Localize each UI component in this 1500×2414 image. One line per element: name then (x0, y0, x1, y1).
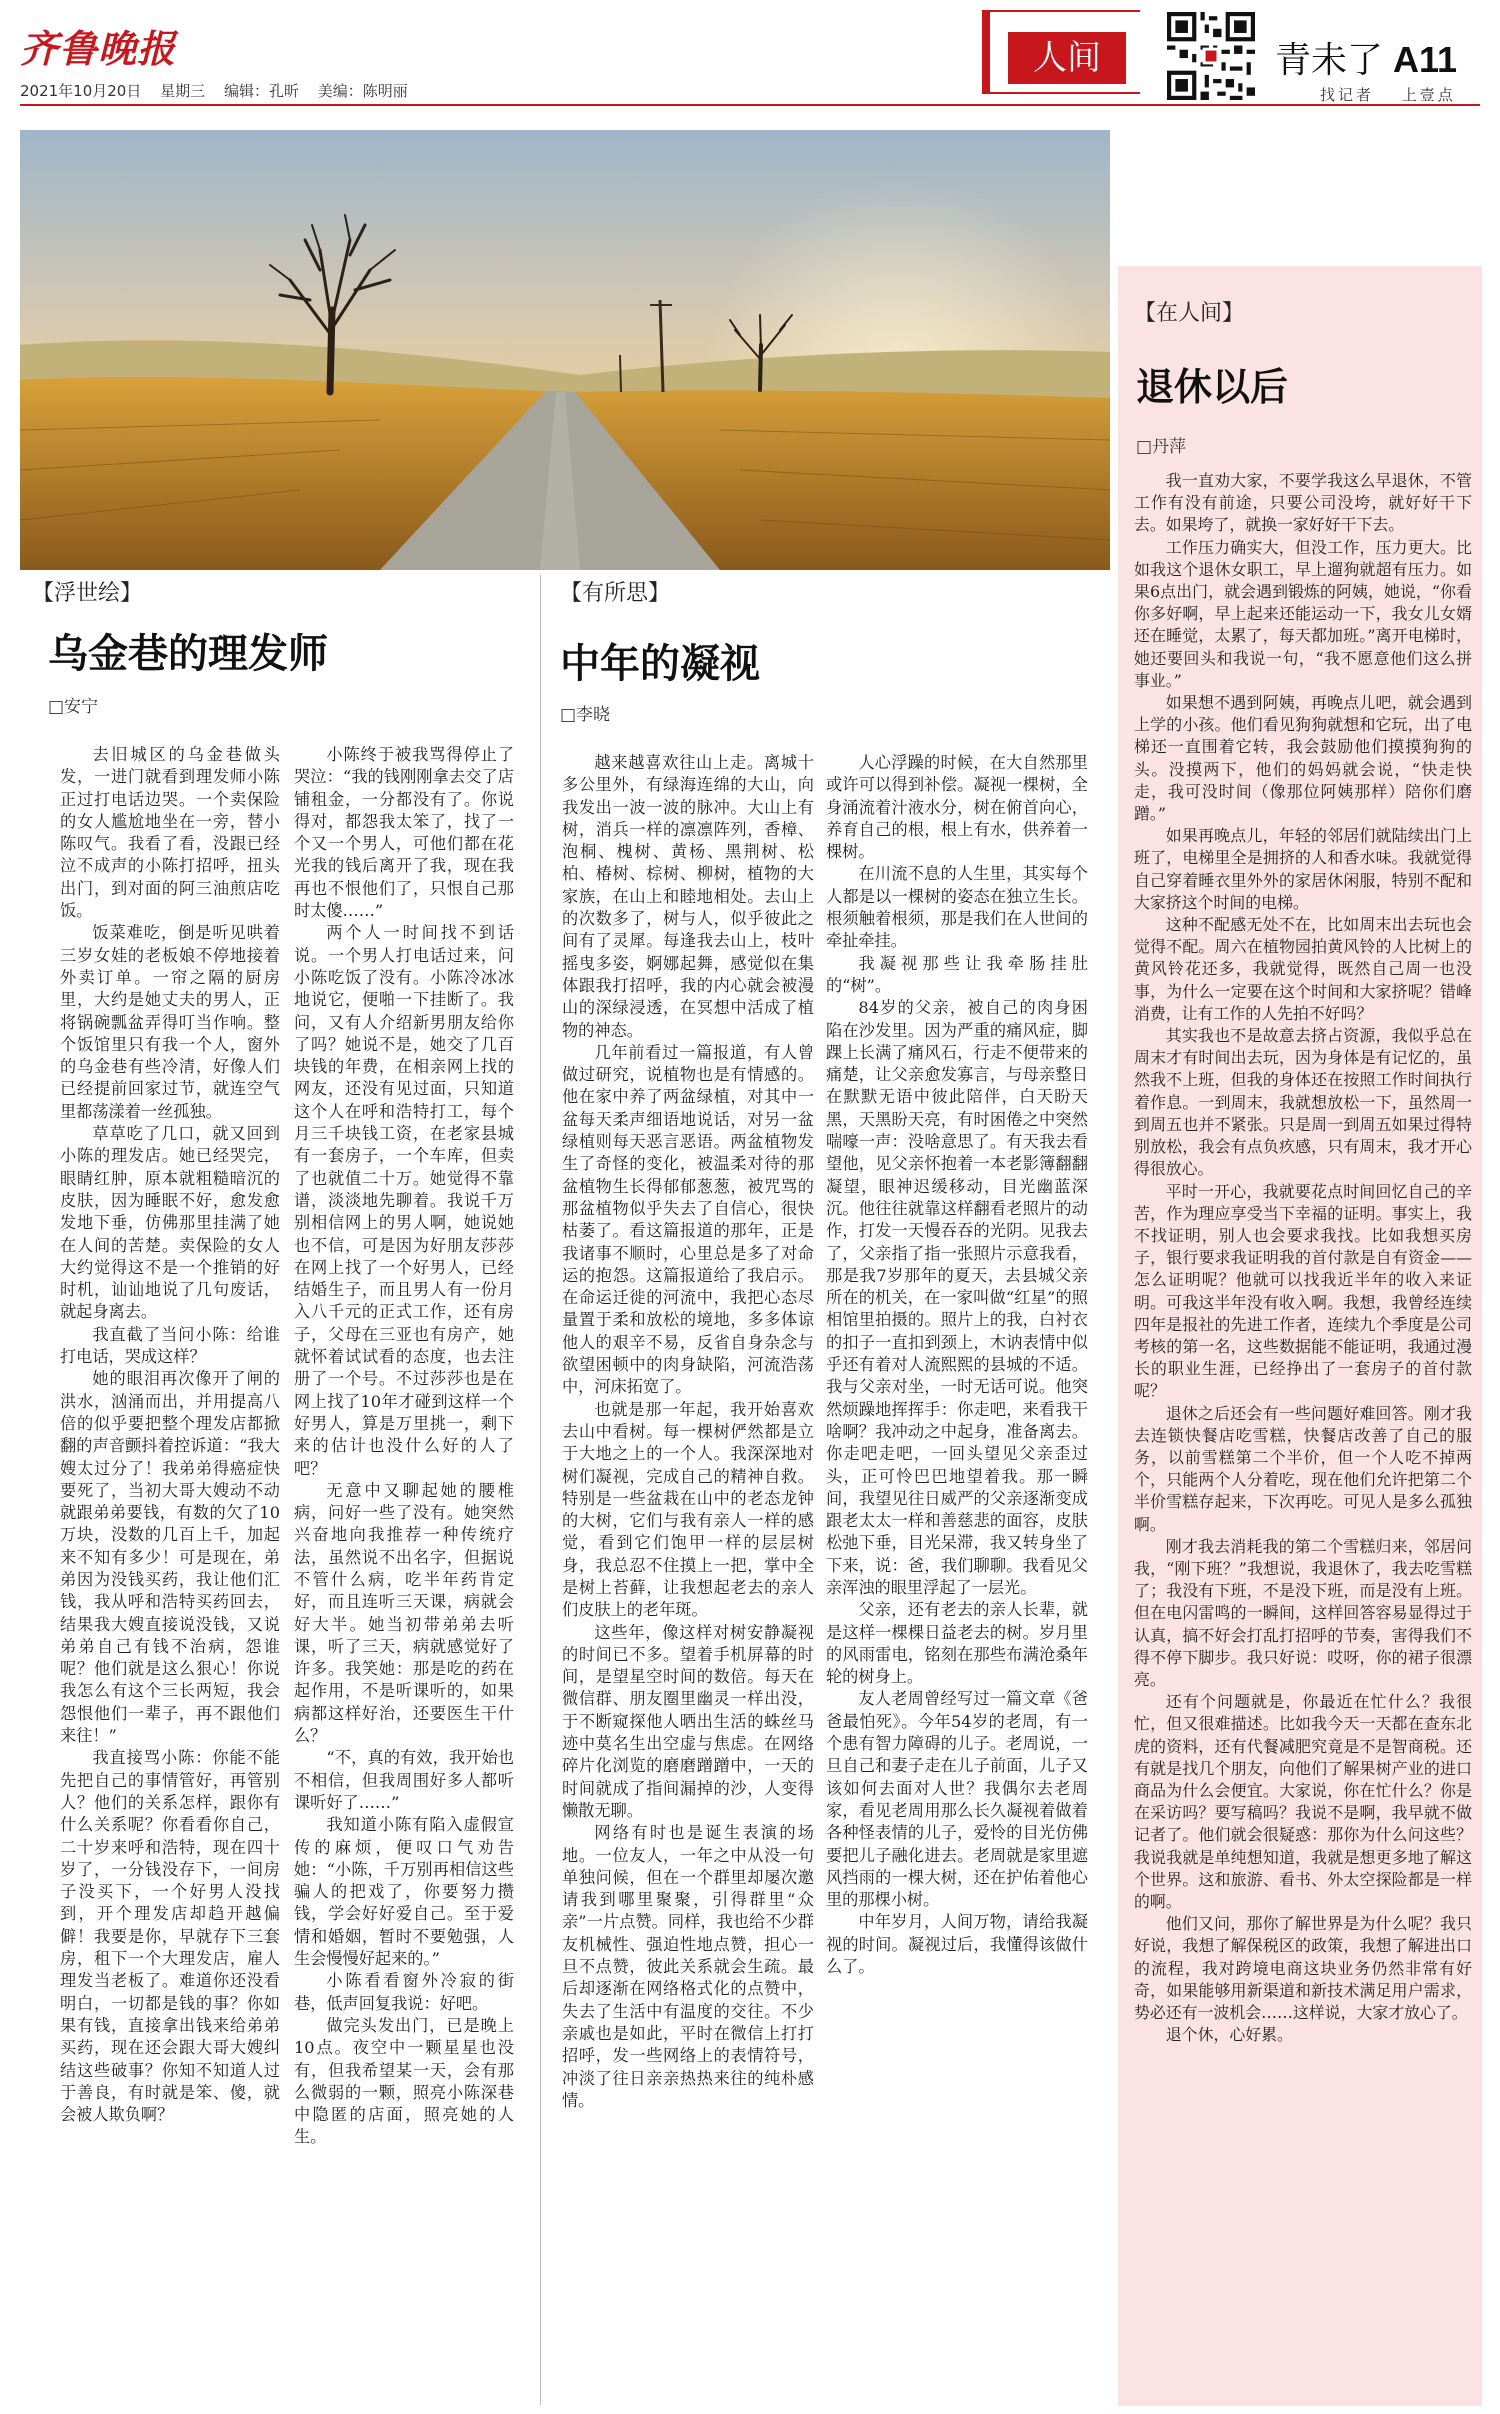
article-2-paragraph: 越来越喜欢往山上走。离城十多公里外，有绿海连绵的大山，向我发出一波一波的脉冲。大山上有树，消兵一样的凛凛阵列，香樟、泡桐、槐树、黄杨、黑荆树、松柏、椿树、棕树、柳树，植物的大家族，在山上和睦地相处。去山上的次数多了，树与人，似乎彼此之间有了灵犀。每逢我去山上，枝叶摇曳多姿，婀娜起舞，感觉似在集体跟我打招呼，我的内心就会被漫山的深绿浸透，在冥想中活成了植物的神态。 (562, 753, 814, 1040)
article-1-author: □安宁 (48, 697, 99, 717)
editor-credit: 编辑：孔昕 (223, 82, 299, 100)
dateline (20, 80, 422, 101)
article-3-paragraph: 平时一开心，我就要花点时间回忆自己的辛苦，作为理应享受当下幸福的证明。事实上，我不找证明，别人也会要求我找。比如我想买房子，银行要求我证明我的首付款是自有资金——怎么证明呢？他就可以找我近半年的收入来证明。可我这半年没有收入啊。我想，我曾经连续四年是报社的先进工作者，连续九个季度是公司考核的第一名，这些数据能不能证明，我通过漫长的职业生涯，已经挣出了一套房子的首付款呢？ (1134, 1181, 1472, 1401)
article-2-author: □李晓 (560, 705, 611, 725)
newspaper-logo: 齐鲁晚报 (20, 26, 177, 71)
article-2-body-col-1 (562, 752, 814, 2400)
article-2-paragraph: 中年岁月，人间万物，请给我凝视的时间。凝视过后，我懂得该做什么了。 (826, 1912, 1088, 1977)
issue-weekday: 星期三 (160, 82, 206, 100)
article-1-paragraph: 做完头发出门，已是晚上10点。夜空中一颗星星也没有，但我希望某一天，会有那么微弱的一颗，照亮小陈深巷中隐匿的店面，照亮她的人生。 (294, 2015, 514, 2147)
article-1-paragraph: 我直截了当问小陈：给谁打电话，哭成这样？ (60, 1324, 280, 1367)
masthead (0, 0, 1500, 130)
section-label: 人间 (1008, 32, 1126, 84)
page-credits (1300, 84, 1456, 105)
article-2-paragraph: 友人老周曾经写过一篇文章《爸爸最怕死》。今年54岁的老周，有一个患有智力障碍的儿子。老周说，一旦自己和妻子走在儿子前面，儿子又该如何去面对人世？我偶尔去老周家，看见老周用那么长久凝视着做着各种怪表情的儿子，爱怜的目光仿佛要把儿子融化进去。老周就是家里遮风挡雨的一棵大树，还在护佑着他心里的那棵小树。 (826, 1689, 1088, 1910)
article-2-paragraph: 这些年，像这样对树安静凝视的时间已不多。望着手机屏幕的时间，是望星空时间的数倍。每天在微信群、朋友圈里幽灵一样出没，于不断窥探他人晒出生活的蛛丝马迹中莫名生出空虚与焦虑。在网络碎片化浏览的磨磨蹭蹭中，一天的时间就成了指间漏掉的沙，人变得懒散无聊。 (562, 1622, 814, 1820)
page-number: A11 (1393, 39, 1458, 80)
article-3-paragraph: 如果想不遇到阿姨，再晚点儿吧，就会遇到上学的小孩。他们看见狗狗就想和它玩，出了电梯还一直围着它转，我会鼓励他们摸摸狗狗的头。没摸两下，他们的妈妈就会说，“快走快走，我可没时间（像那位阿姨那样）陪你们磨蹭。” (1134, 693, 1472, 824)
article-1-paragraph: 小陈终于被我骂得停止了哭泣：“我的钱刚刚拿去交了店铺租金，一分都没有了。你说得对，都怨我太笨了，找了一个又一个男人，可他们都在花光我的钱后离开了我，现在我再也不恨他们了，只恨自己那时太傻……” (294, 745, 514, 921)
article-3-paragraph: 还有个问题就是，你最近在忙什么？我很忙，但又很难描述。比如我今天一天都在查东北虎的资料，还有代餐减肥究竟是不是智商税。还有就是找几个朋友，向他们了解果树产业的进口商品为什么会便宜。大家说，你在忙什么？你是在采访吗？要写稿吗？我说不是啊，我早就不做记者了。他们就会很疑惑：那你为什么问这些？我说我就是单纯想知道，我就是想更多地了解这个世界。这和旅游、看书、外太空探险都是一样的啊。 (1134, 1692, 1472, 1911)
article-3-paragraph: 退个休，心好累。 (1165, 2025, 1293, 2045)
article-1-paragraph: 我知道小陈有陷入虚假宣传的麻烦，便叹口气劝告她：“小陈，千万别再相信这些骗人的把戏了，你要努力攒钱，学会好好爱自己。至于爱情和婚姻，暂时不要勉强，人生会慢慢好起来的。” (294, 1815, 514, 1969)
article-3-title: 退休以后 (1136, 365, 1289, 409)
article-2-paragraph: 我凝视那些让我牵肠挂肚的“树”。 (826, 953, 1088, 995)
article-1-title: 乌金巷的理发师 (48, 631, 328, 677)
article-3-paragraph: 其实我也不是故意去挤占资源，我似乎总在周末才有时间出去玩，因为身体是有记忆的，虽然我不上班，但我的身体还在按照工作时间执行着作息。一到周末，我就想放松一下，虽然周一到周五也并不紧张。只是周一到周五如果过得特别放松，我会有点负疚感，只有周末，我才开心得很放心。 (1134, 1026, 1472, 1179)
article-2-paragraph: 也就是那一年起，我开始喜欢去山中看树。每一棵树俨然都是立于大地之上的一个人。我深深地对树们凝视，完成自己的精神自救。特别是一些盆栽在山中的老态龙钟的大树，它们与我有亲人一样的感觉，看到它们饱甲一样的层层树身，我总忍不住摸上一把，掌中全是树上苔藓，让我想起老去的亲人们皮肤上的老年斑。 (562, 1399, 814, 1620)
article-1-paragraph: 饭菜难吃，倒是听见哄着三岁女娃的老板娘不停地接着外卖订单。一帘之隔的厨房里，大约是她丈夫的男人，正将锅碗瓢盆弄得叮当作响。整个饭馆里只有我一个人，窗外的乌金巷有些冷清，好像人们已经提前回家过节，就连空气里都荡漾着一丝孤独。 (60, 923, 280, 1121)
page-id (1275, 32, 1457, 83)
article-1-paragraph: 我直接骂小陈：你能不能先把自己的事情管好，再管别人？他们的关系怎样，跟你有什么关系呢？你看看你自己，二十岁来呼和浩特，现在四十岁了，一分钱没存下，一间房子没买下，一个好男人没找到，开个理发店却趋开越偏僻！我要是你，早就存下三套房，租下一个大理发店，雇人理发当老板了。难道你还没看明白，一切都是钱的事？你如果有钱，直接拿出钱来给弟弟买药，现在还会跟大哥大嫂纠结这些破事？你知不知道人过于善良，有时就是笨、傻，就会被人欺负啊？ (60, 1748, 280, 2125)
country-road-photo (20, 130, 1110, 570)
article-1-paragraph: 去旧城区的乌金巷做头发，一进门就看到理发师小陈正过打电话边哭。一个卖保险的女人尴尬地坐在一旁，替小陈叹气。我看了看，没跟已经泣不成声的小陈打招呼，扭头出门，到对面的阿三油煎店吃饭。 (60, 745, 280, 921)
article-3-paragraph: 刚才我去消耗我的第二个雪糕归来，邻居问我，“刚下班？”我想说，我退休了，我去吃雪糕了；我没有下班，不是没下班，而是没有上班。但在电闪雷鸣的一瞬间，这样回答容易显得过于认真，搞不好会打乱打招呼的节奏，害得我们不得不停下脚步。我只好说：哎呀，你的裙子很漂亮。 (1134, 1536, 1472, 1689)
article-2-paragraph: 人心浮躁的时候，在大自然那里或许可以得到补偿。凝视一棵树，全身涌流着汁液水分，树在俯首向心，养育自己的根，根上有水，供养着一棵树。 (826, 753, 1088, 862)
article-2-title: 中年的凝视 (560, 641, 760, 687)
article-1-paragraph: 她的眼泪再次像开了闸的洪水，汹涌而出，并用提高八倍的似乎要把整个理发店都掀翻的声音颤抖着控诉道：“我大嫂太过分了！我弟弟得癌症快要死了，当初大哥大嫂动不动就跟弟弟要钱，有数的欠了10万块，没数的几百上千，加起来不知有多少！可是现在，弟弟因为没钱买药，我让他们汇钱，我从呼和浩特买药回去，结果我大嫂直接说没钱，又说弟弟自己有钱不治病，怨谁呢？他们就是这么狠心！你说我怎么有这个三长两短，我会怨恨他们一辈子，再不跟他们来往！” (60, 1369, 280, 1746)
article-3-column-label: 【在人间】 (1134, 301, 1245, 326)
article-3-author: □丹萍 (1136, 437, 1187, 457)
article-2-paragraph: 84岁的父亲，被自己的肉身困陷在沙发里。因为严重的痛风症，脚踝上长满了痛风石，行走不便带来的痛楚，让父亲愈发寡言，与母亲整日在默默无语中彼此陪伴，白天盼天黑，天黑盼天亮，有时困倦之中突然喘嚎一声：没啥意思了。有天我去看望他，见父亲怀抱着一本老影簿翻翻凝望，眼神迟缓移动，目光幽蓝深沉。他往往就靠这样翻看老照片的动作，打发一天慢吞吞的光阴。见我去了，父亲指了指一张照片示意我看，那是我7岁那年的夏天，去县城父亲所在的机关，在一家叫做“红星”的照相馆里拍摄的。照片上的我，白衬衣的扣子一直扣到颈上，木讷表情中似乎还有着对人流熙熙的县城的不适。我与父亲对坐，一时无话可说。他突然烦躁地挥挥手：你走吧，来看我干啥啊？我冲动之中起身，准备离去。你走吧走吧，一回头望见父亲歪过头，正可怜巴巴地望着我。那一瞬间，我望见往日威严的父亲逐渐变成跟老太太一样和善慈悲的面容，皮肤松弛下垂，目光呆滞，我又转身坐了下来，说：爸，我们聊聊。我看见父亲浑浊的眼里浮起了一层光。 (826, 998, 1088, 1597)
article-1-paragraph: “不，真的有效，我开始也不相信，但我周围好多人都听课听好了……” (294, 1748, 514, 1812)
issue-date: 2021年10月20日 (20, 82, 142, 100)
art-editor-credit: 美编：陈明丽 (317, 82, 408, 100)
article-1-body-col-2 (294, 744, 514, 2396)
article-3-paragraph: 这种不配感无处不在，比如周末出去玩也会觉得不配。周六在植物园拍黄风铃的人比树上的黄风铃花还多，我就觉得，既然自己周一也没事，为什么一定要在这个时间和大家挤呢？错峰消费，让有工作的人先拍不好吗？ (1134, 915, 1472, 1023)
article-2-paragraph: 网络有时也是诞生表演的场地。一位友人，一年之中从没一句单独问候，但在一个群里却屡次邀请我到哪里聚聚，引得群里“众亲”一片点赞。同样，我也给不少群友机械性、强迫性地点赞，担心一旦不点赞，彼此关系就会生疏。最后却逐渐在网络格式化的点赞中，失去了生活中有温度的交往。不少亲戚也是如此，平时在微信上打打招呼，发一些网络上的表情符号，冲淡了往日亲亲热热来往的纯朴感情。 (562, 1823, 814, 2110)
article-1-paragraph: 小陈看看窗外冷寂的街巷，低声回复我说：好吧。 (294, 1971, 514, 2013)
article-3-paragraph: 如果再晚点儿，年轻的邻居们就陆续出门上班了，电梯里全是拥挤的人和香水味。我就觉得自己穿着睡衣里外外的家居休闲服，特别不配和大家挤这个时间的电梯。 (1134, 826, 1472, 912)
article-3-paragraph: 工作压力确实大，但没工作，压力更大。比如我这个退休女职工，早上遛狗就超有压力。如果6点出门，就会遇到锻炼的阿姨，她说，“你看你多好啊，早上起来还能运动一下，我女儿女婿还在睡觉，太累了，每天都加班。”离开电梯时，她还要回头和我说一句，“我不愿意他们这么拼事业。” (1134, 537, 1472, 690)
article-1-paragraph: 无意中又聊起她的腰椎病，问好一些了没有。她突然兴奋地向我推荐一种传统疗法，虽然说不出名字，但据说不管什么病，吃半年药肯定好，而且连听三天课，病就会好大半。她当初带弟弟去听课，听了三天，病就感觉好了许多。我笑她：那是吃的药在起作用，不是听课听的，如果病都这样好治，还要医生干什么？ (294, 1480, 514, 1746)
column-divider (540, 575, 541, 2405)
article-3-body (1134, 470, 1472, 2396)
article-2-column-label: 【有所思】 (560, 581, 671, 606)
article-2-paragraph: 几年前看过一篇报道，有人曾做过研究，说植物也是有情感的。他在家中养了两盆绿植，对其中一盆每天柔声细语地说话，对另一盆绿植则每天恶言恶语。两盆植物发生了奇怪的变化，被温柔对待的那盆植物生长得郁郁葱葱，被咒骂的那盆植物似乎失去了自信心，很快枯萎了。看这篇报道的那年，正是我诸事不顺时，心里总是多了对命运的抱怨。这篇报道给了我启示。在命运迁徙的河流中，我把心态尽量置于柔和放松的境地，多多体谅他人的艰辛不易，反省自身杂念与欲望困顿中的肉身缺陷，河流浩荡中，河床拓宽了。 (562, 1042, 814, 1397)
article-2-body-col-2 (826, 752, 1088, 2400)
article-1-column-label: 【浮世绘】 (32, 581, 143, 606)
credit-app: 上壹点 (1401, 86, 1456, 104)
qr-code-icon (1167, 12, 1255, 100)
article-3-paragraph: 他们又问，那你了解世界是为什么呢？我只好说，我想了解保税区的政策，我想了解进出口的流程，我对跨境电商这块业务仍然非常有好奇，如果能够用新渠道和新技术满足用户需求，势必还有一波机会……这样说，大家才放心了。 (1134, 1914, 1472, 2023)
article-1-paragraph: 草草吃了几口，就又回到小陈的理发店。她已经哭完，眼睛红肿，原本就粗糙暗沉的皮肤，因为睡眠不好，愈发愈发地下垂，仿佛那里挂满了她在人间的苦楚。卖保险的女人大约觉得这不是一个推销的好时机，讪讪地说了几句废话，就起身离去。 (60, 1124, 280, 1322)
article-3-paragraph: 退休之后还会有一些问题好难回答。刚才我去连锁快餐店吃雪糕，快餐店改善了自己的服务，以前雪糕第二个半价，但一个人吃不掉两个，只能两个人分着吃，现在他们允许把第二个半价雪糕存起来，下次再吃。可见人是多么孤独啊。 (1134, 1403, 1472, 1534)
article-1-paragraph: 两个人一时间找不到话说。一个男人打电话过来，问小陈吃饭了没有。小陈冷冰冰地说它，便啪一下挂断了。我问，又有人介绍新男朋友给你了吗？她说不是，她交了几百块钱的年费，在相亲网上找的网友，还没有见过面，只知道这个人在呼和浩特打工，每个月三千块钱工资，在老家县城有一套房子，一个车库，但卖了也就值二十万。她觉得不靠谱，淡淡地先聊着。我说千万别相信网上的男人啊，她说她也不信，可是因为好朋友莎莎在网上找了一个好男人，已经结婚生子，而且男人有一份月入八千元的正式工作，还有房子，父母在三亚也有房产，她就怀着试试看的态度，也去注册了一个号。不过莎莎也是在网上找了10年才碰到这样一个好男人，算是万里挑一，剩下来的估计也没什么好的人了吧？ (294, 923, 514, 1478)
article-2-paragraph: 父亲，还有老去的亲人长辈，就是这样一棵棵日益老去的树。岁月里的风雨雷电，铭刻在那些布满沧桑年轮的树身上。 (826, 1600, 1088, 1687)
article-1-body-col-1 (60, 744, 280, 2396)
page-section-title: 青未了 (1275, 40, 1384, 81)
credit-find-reporter: 找记者 (1320, 86, 1375, 104)
article-3-paragraph: 我一直劝大家，不要学我这么早退休，不管工作有没有前途，只要公司没垮，就好好干下去。如果垮了，就换一家好好干下去。 (1134, 471, 1472, 535)
masthead-rule (20, 104, 1480, 106)
article-2-paragraph: 在川流不息的人生里，其实每个人都是以一棵树的姿态在独立生长。根须触着根须，那是我们在人世间的牵扯牵挂。 (826, 864, 1088, 951)
